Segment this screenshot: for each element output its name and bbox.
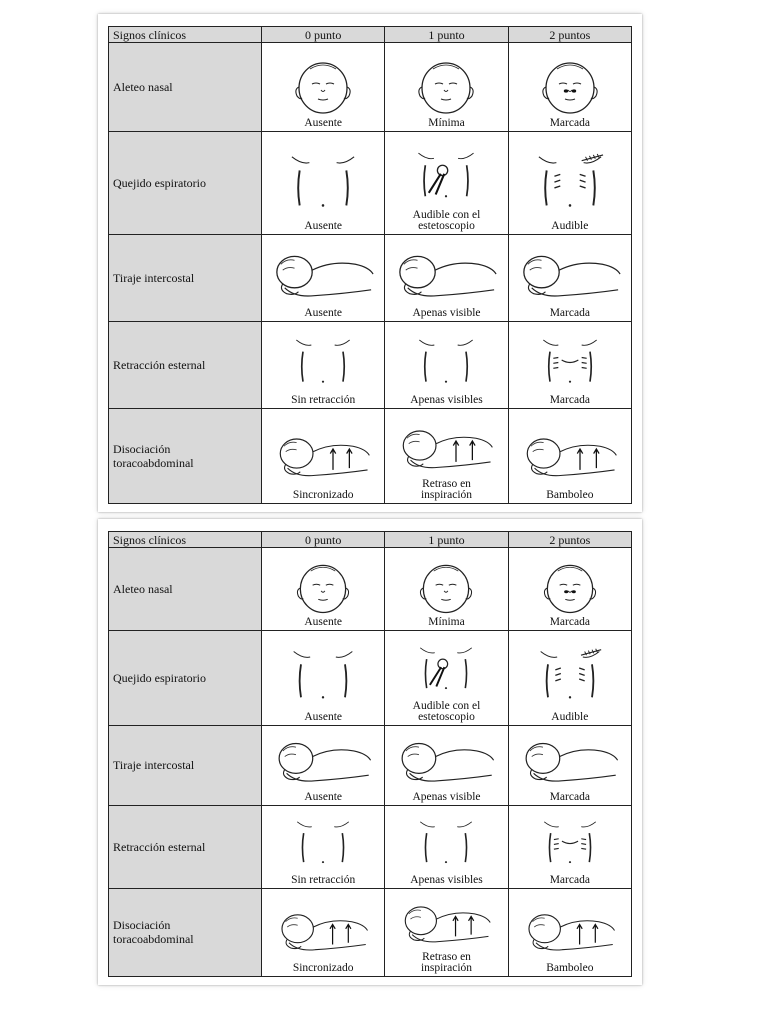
table-row (109, 630, 632, 725)
infant-arrows-icon (396, 423, 496, 479)
sign-expiratory-grunt: Quejido espiratorio (109, 132, 262, 234)
header-clinical-signs: Signos clínicos (109, 27, 262, 43)
infant-lying-icon (394, 736, 498, 792)
chest-stethoscope-icon (406, 148, 486, 210)
header-score-2: 2 puntos (508, 27, 631, 43)
table-row (109, 234, 632, 321)
caption: Mínima (428, 117, 465, 130)
caption: Audible con el estetoscopio (412, 208, 481, 232)
chest-retraction-icon (530, 335, 610, 395)
chest-sound-icon (532, 646, 608, 712)
sign-nasal-flaring: Aleteo nasal (109, 43, 262, 132)
chest-icon (406, 335, 486, 395)
silverman-score-table (108, 531, 632, 977)
infant-lying-icon (269, 248, 377, 308)
face-icon (290, 559, 356, 617)
table-row (109, 725, 632, 805)
caption: Apenas visibles (410, 393, 483, 406)
header-score-1: 1 punto (385, 27, 508, 43)
silverman-score-table (108, 26, 632, 504)
caption: Marcada (549, 117, 590, 130)
caption: Ausente (304, 615, 342, 628)
infant-lying-icon (271, 736, 375, 792)
chest-stethoscope-icon (408, 643, 484, 701)
sign-sternal-retraction: Retracción esternal (109, 321, 262, 408)
face-icon (288, 56, 358, 118)
caption: Retraso en inspiración (420, 478, 473, 501)
sign-nasal-flaring: Aleteo nasal (109, 548, 262, 631)
face-icon (411, 56, 481, 118)
caption: Sin retracción (291, 873, 356, 886)
caption: Apenas visibles (410, 873, 483, 886)
header-score-1: 1 punto (385, 532, 508, 548)
caption: Apenas visible (412, 306, 481, 319)
table-row (109, 548, 632, 631)
sign-intercostal-retraction: Tiraje intercostal (109, 725, 262, 805)
face-nostril-flare-icon (535, 56, 605, 118)
chest-retraction-icon (532, 817, 608, 875)
caption: Ausente (304, 710, 342, 723)
caption: Marcada (549, 306, 590, 319)
infant-arrows-icon (522, 905, 618, 963)
header-score-0: 0 punto (262, 27, 385, 43)
header-score-2: 2 puntos (508, 532, 631, 548)
caption: Ausente (304, 791, 342, 804)
sign-thoracoabdominal-dissociation: Disociación toracoabdominal (109, 408, 262, 503)
face-nostril-flare-icon (537, 559, 603, 617)
caption: Marcada (549, 615, 590, 628)
face-icon (413, 559, 479, 617)
caption: Marcada (549, 791, 590, 804)
table-row (109, 43, 632, 132)
header-clinical-signs: Signos clínicos (109, 532, 262, 548)
table-row (109, 888, 632, 976)
caption: Ausente (304, 219, 342, 232)
caption: Audible con el estetoscopio (412, 699, 481, 723)
caption: Bamboleo (546, 962, 594, 974)
chest-icon (285, 646, 361, 712)
sign-intercostal-retraction: Tiraje intercostal (109, 234, 262, 321)
caption: Sincronizado (292, 962, 354, 974)
sign-expiratory-grunt: Quejido espiratorio (109, 630, 262, 725)
chest-icon (283, 335, 363, 395)
caption: Bamboleo (546, 489, 594, 501)
silverman-table-card-top (98, 14, 642, 512)
caption: Marcada (549, 873, 590, 886)
header-score-0: 0 punto (262, 532, 385, 548)
chest-sound-icon (530, 151, 610, 221)
caption: Marcada (549, 393, 590, 406)
caption: Sincronizado (292, 489, 354, 501)
infant-lying-icon (516, 248, 624, 308)
infant-lying-icon (392, 248, 500, 308)
caption: Ausente (304, 117, 342, 130)
silverman-table-card-bottom (98, 519, 642, 985)
chest-icon (408, 817, 484, 875)
sign-thoracoabdominal-dissociation: Disociación toracoabdominal (109, 888, 262, 976)
table-row (109, 132, 632, 234)
chest-icon (283, 151, 363, 221)
table-row (109, 321, 632, 408)
infant-arrows-icon (275, 905, 371, 963)
infant-arrows-icon (398, 900, 494, 952)
caption: Ausente (304, 306, 342, 319)
infant-arrows-icon (520, 428, 620, 490)
caption: Audible (551, 710, 589, 723)
caption: Audible (551, 219, 589, 232)
chest-icon (285, 817, 361, 875)
caption: Mínima (428, 615, 465, 628)
table-row (109, 408, 632, 503)
caption: Apenas visible (412, 791, 481, 804)
caption: Sin retracción (291, 393, 356, 406)
infant-lying-icon (518, 736, 622, 792)
table-row (109, 806, 632, 889)
sign-sternal-retraction: Retracción esternal (109, 806, 262, 889)
caption: Retraso en inspiración (420, 951, 473, 974)
infant-arrows-icon (273, 428, 373, 490)
